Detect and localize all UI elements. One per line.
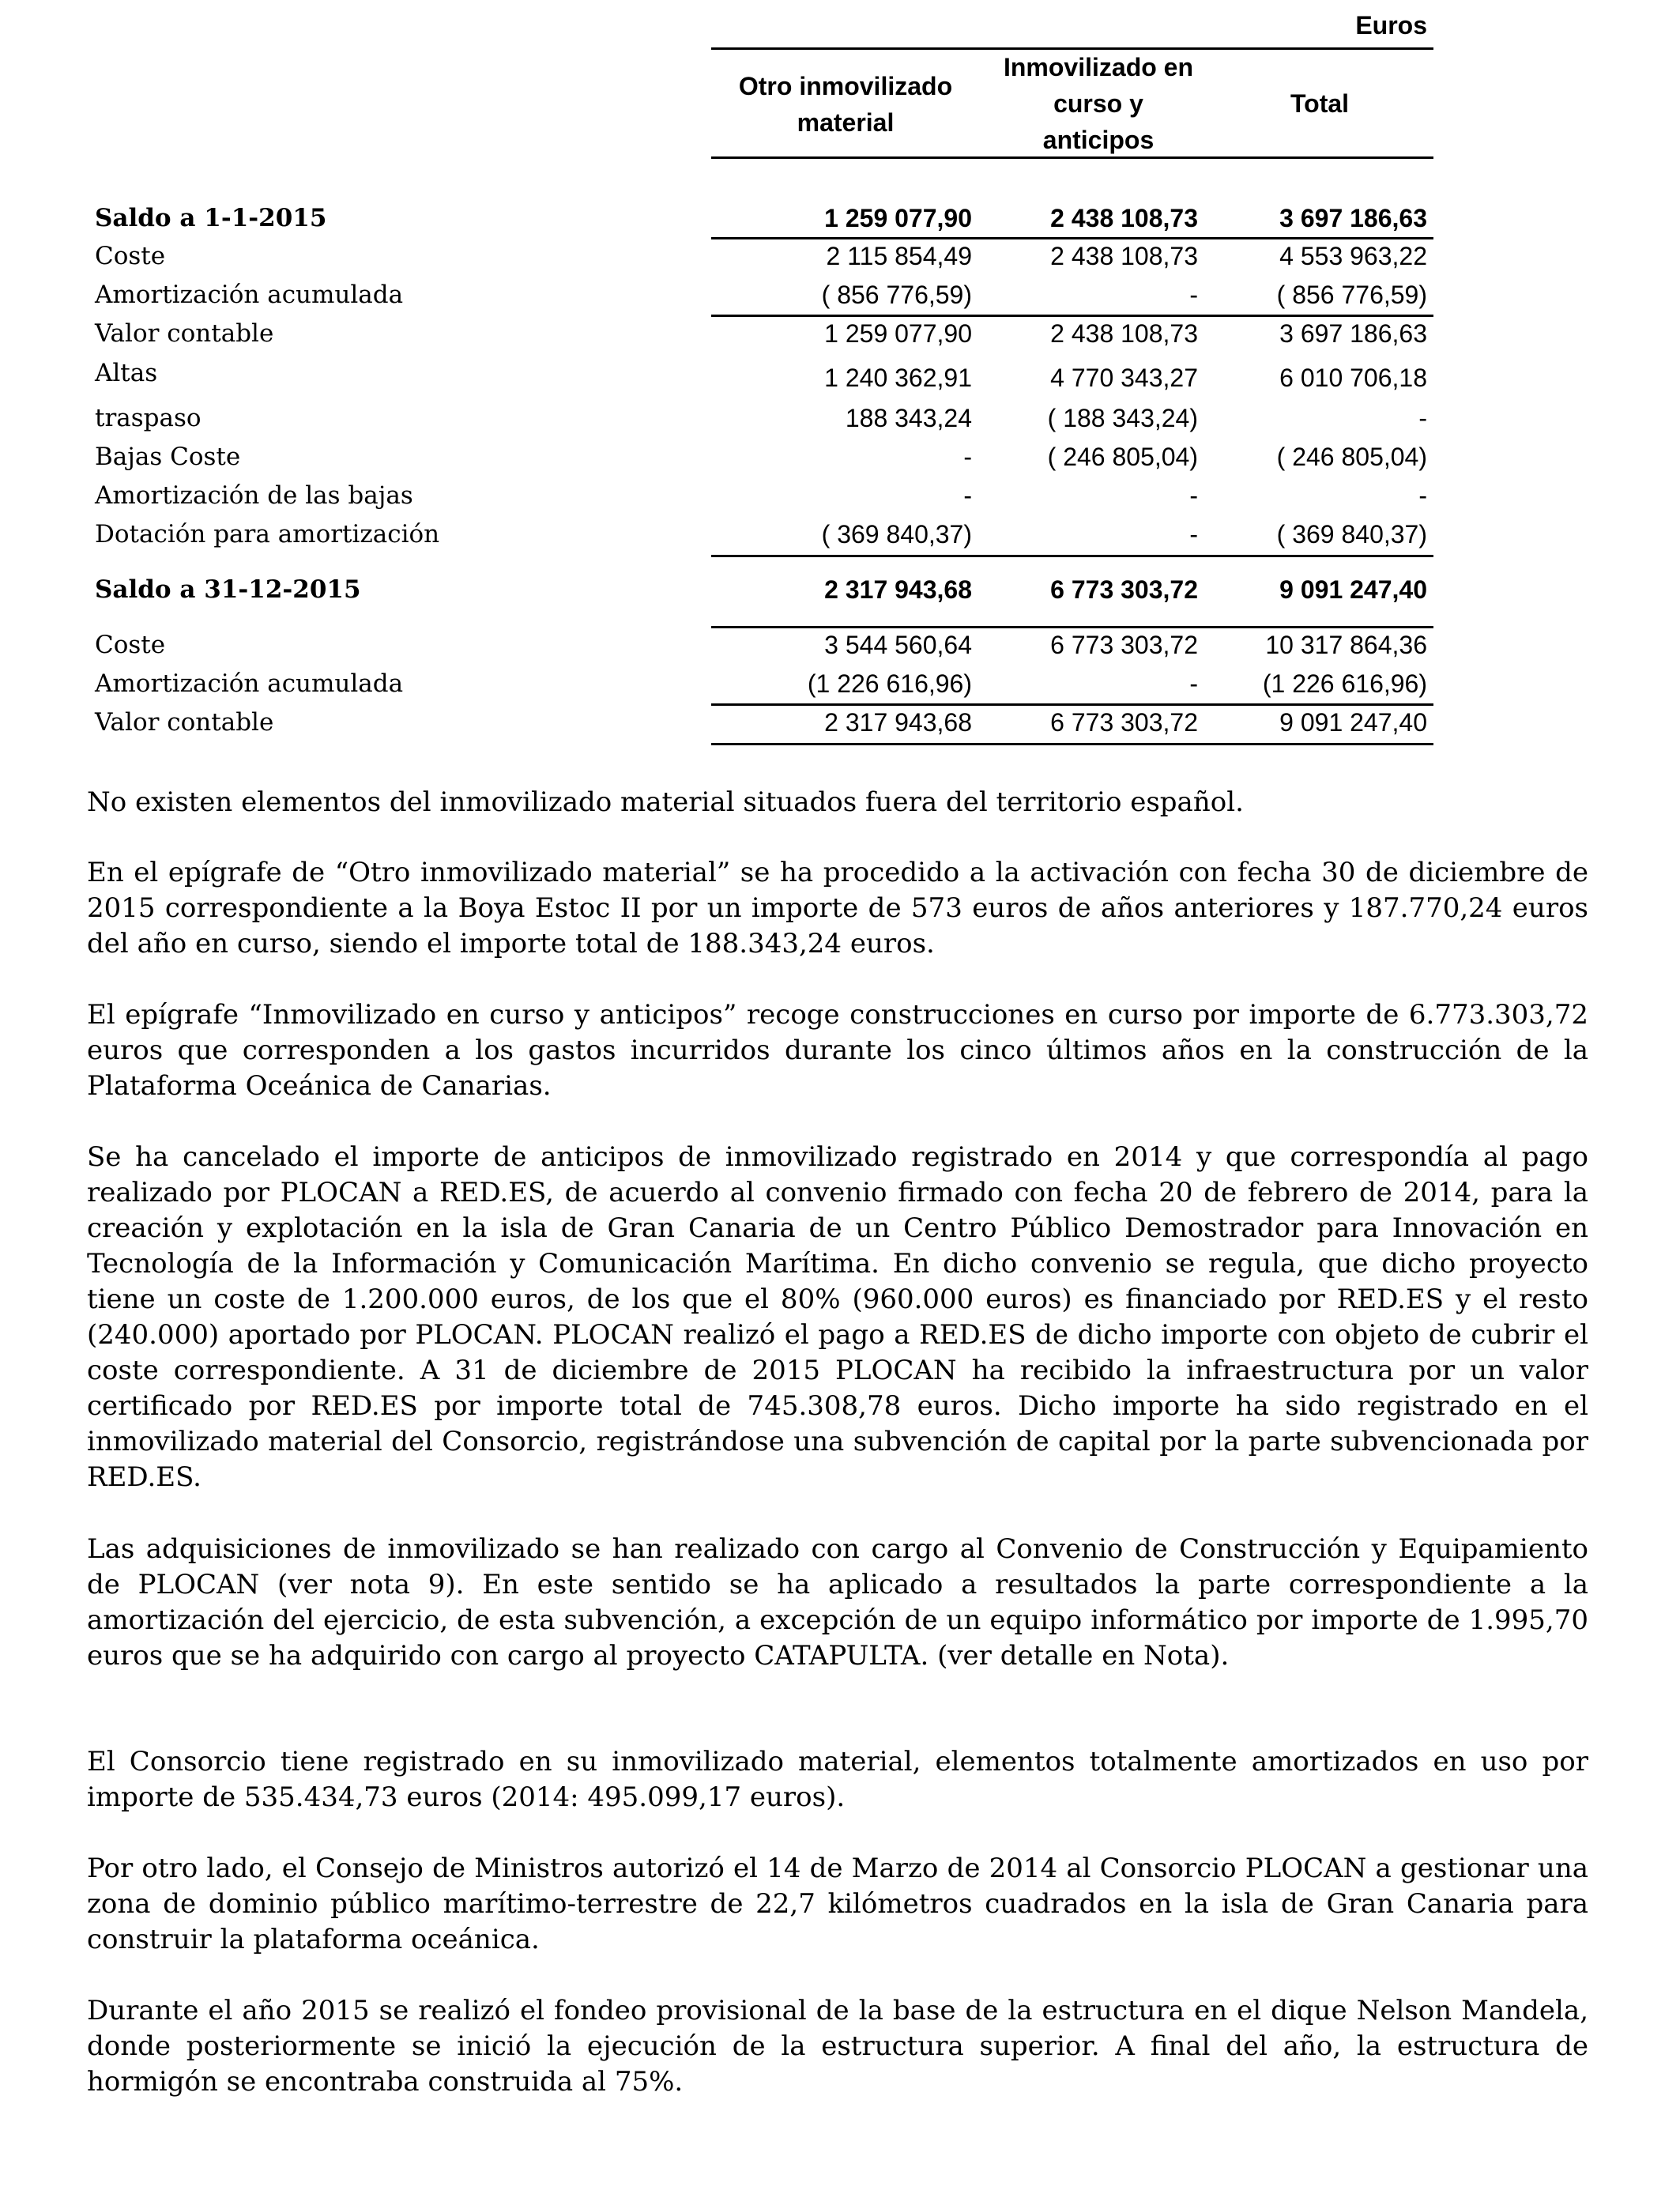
table-row (0, 666, 1680, 703)
cell-otro-inmovilizado: 1 259 077,90 (824, 204, 972, 232)
cell-total: 3 697 186,63 (1279, 319, 1427, 348)
column-header-line: Inmovilizado en (1003, 53, 1194, 81)
cell-total: ( 856 776,59) (1276, 281, 1427, 309)
table-row (0, 277, 1680, 314)
row-label: Altas (95, 359, 158, 387)
cell-inmovilizado-curso: - (1189, 481, 1198, 510)
table-row (0, 705, 1680, 741)
row-label: traspaso (95, 404, 202, 432)
table-row (0, 239, 1680, 275)
cell-inmovilizado-curso: ( 246 805,04) (1047, 443, 1198, 471)
table-row (0, 201, 1680, 237)
table-row (0, 478, 1680, 515)
row-label: Valor contable (95, 708, 274, 737)
cell-total: ( 246 805,04) (1276, 443, 1427, 471)
row-label: Amortización acumulada (95, 669, 404, 698)
cell-otro-inmovilizado: - (963, 443, 972, 471)
table-row (0, 356, 1680, 392)
cell-otro-inmovilizado: 1 259 077,90 (824, 319, 972, 348)
cell-total: 10 317 864,36 (1265, 631, 1427, 659)
paragraph: El epígrafe “Inmovilizado en curso y anticipos” recoge construcciones en curso por importe de 6.773.303,72 euros que corresponden a los gastos incurridos durante los cinco últimos años en la construcción de la Plataforma Oceánica de Canarias. (87, 999, 1588, 1102)
row-label: Coste (95, 242, 166, 270)
paragraph: Las adquisiciones de inmovilizado se han realizado con cargo al Convenio de Construcción y Equipamiento de PLOCAN (ver nota 9). En este sentido se ha aplicado a resultados la parte correspondiente a la amortización del ejercicio, de esta subvención, a excepción de un equipo informático por importe de 1.995,70 euros que se ha adquirido con cargo al proyecto CATAPULTA. (ver detalle en Nota). (87, 1533, 1588, 1672)
table-row (0, 316, 1680, 352)
row-label: Amortización acumulada (95, 281, 404, 309)
cell-otro-inmovilizado: 3 544 560,64 (824, 631, 972, 659)
row-label: Saldo a 31-12-2015 (95, 575, 361, 604)
row-label: Bajas Coste (95, 443, 241, 471)
cell-total: 3 697 186,63 (1279, 204, 1427, 232)
cell-inmovilizado-curso: 6 773 303,72 (1050, 575, 1198, 604)
cell-inmovilizado-curso: 2 438 108,73 (1050, 319, 1198, 348)
cell-otro-inmovilizado: 188 343,24 (845, 404, 972, 432)
row-label: Valor contable (95, 319, 274, 348)
column-header-total: Total (1290, 89, 1350, 118)
row-label: Coste (95, 631, 166, 659)
column-header-otro-inmovilizado (719, 68, 972, 141)
cell-inmovilizado-curso: 4 770 343,27 (1050, 364, 1198, 392)
cell-inmovilizado-curso: 6 773 303,72 (1050, 708, 1198, 737)
paragraph: Se ha cancelado el importe de anticipos de inmovilizado registrado en 2014 y que correspondía al pago realizado por PLOCAN a RED.ES, de acuerdo al convenio firmado con fecha 20 de febrero de 2014, para la creación y explotación en la isla de Gran Canaria de un Centro Público Demostrador para Innovación en Tecnología de la Información y Comunicación Marítima. En dicho convenio se regula, que dicho proyecto tiene un coste de 1.200.000 euros, de los que el 80% (960.000 euros) es financiado por RED.ES y el resto (240.000) aportado por PLOCAN. PLOCAN realizó el pago a RED.ES de dicho importe con objeto de cubrir el coste correspondiente. A 31 de diciembre de 2015 PLOCAN ha recibido la infraestructura por un valor certificado por RED.ES por importe total de 745.308,78 euros. Dicho importe ha sido registrado en el inmovilizado material del Consorcio, registrándose una subvención de capital por la parte subvencionada por RED.ES. (87, 1141, 1588, 1493)
cell-total: - (1418, 404, 1427, 432)
cell-total: 4 553 963,22 (1279, 242, 1427, 270)
cell-inmovilizado-curso: 2 438 108,73 (1050, 242, 1198, 270)
row-rule (711, 555, 1433, 557)
paragraph: Por otro lado, el Consejo de Ministros autorizó el 14 de Marzo de 2014 al Consorcio PLOCAN a gestionar una zona de dominio público marítimo-terrestre de 22,7 kilómetros cuadrados en la isla de Gran Canaria para construir la plataforma oceánica. (87, 1853, 1588, 1955)
column-header-line: material (797, 108, 895, 137)
table-row (0, 572, 1680, 609)
cell-inmovilizado-curso: ( 188 343,24) (1047, 404, 1198, 432)
table-row (0, 628, 1680, 664)
paragraph: Durante el año 2015 se realizó el fondeo provisional de la base de la estructura en el dique Nelson Mandela, donde posteriormente se inició la ejecución de la estructura superior. A final del año, la estructura de hormigón se encontraba construida al 75%. (87, 1995, 1588, 2098)
cell-inmovilizado-curso: - (1189, 669, 1198, 698)
cell-otro-inmovilizado: (1 226 616,96) (807, 669, 972, 698)
paragraph: En el epígrafe de “Otro inmovilizado material” se ha procedido a la activación con fecha 30 de diciembre de 2015 correspondiente a la Boya Estoc II por un importe de 573 euros de años anteriores y 187.770,24 euros del año en curso, siendo el importe total de 188.343,24 euros. (87, 857, 1588, 959)
cell-total: ( 369 840,37) (1276, 520, 1427, 548)
paragraph: El Consorcio tiene registrado en su inmovilizado material, elementos totalmente amortizados en uso por importe de 535.434,73 euros (2014: 495.099,17 euros). (87, 1746, 1588, 1813)
cell-total: - (1418, 481, 1427, 510)
column-header-line: Otro inmovilizado (738, 72, 953, 100)
paragraph: No existen elementos del inmovilizado material situados fuera del territorio español. (87, 786, 1244, 818)
table-row (0, 517, 1680, 553)
column-header-inmovilizado-curso (980, 49, 1217, 158)
table-row (0, 439, 1680, 476)
cell-otro-inmovilizado: ( 369 840,37) (821, 520, 972, 548)
cell-inmovilizado-curso: - (1189, 281, 1198, 309)
row-label: Saldo a 1-1-2015 (95, 204, 327, 232)
row-label: Dotación para amortización (95, 520, 440, 548)
column-header-line: anticipos (1042, 126, 1155, 154)
cell-inmovilizado-curso: - (1189, 520, 1198, 548)
table-row (0, 401, 1680, 437)
cell-otro-inmovilizado: - (963, 481, 972, 510)
cell-otro-inmovilizado: 2 317 943,68 (824, 575, 972, 604)
cell-otro-inmovilizado: 2 317 943,68 (824, 708, 972, 737)
cell-otro-inmovilizado: 1 240 362,91 (824, 364, 972, 392)
column-header-line: curso y (1053, 89, 1143, 118)
cell-inmovilizado-curso: 2 438 108,73 (1050, 204, 1198, 232)
cell-total: 9 091 247,40 (1279, 575, 1427, 604)
cell-total: 9 091 247,40 (1279, 708, 1427, 737)
cell-total: (1 226 616,96) (1262, 669, 1427, 698)
cell-inmovilizado-curso: 6 773 303,72 (1050, 631, 1198, 659)
table-unit-label: Euros (1355, 11, 1427, 40)
cell-otro-inmovilizado: ( 856 776,59) (821, 281, 972, 309)
table-bottom-rule (711, 743, 1433, 745)
cell-otro-inmovilizado: 2 115 854,49 (826, 242, 972, 270)
row-label: Amortización de las bajas (95, 481, 413, 510)
header-bottom-rule (711, 156, 1433, 159)
cell-total: 6 010 706,18 (1279, 364, 1427, 392)
